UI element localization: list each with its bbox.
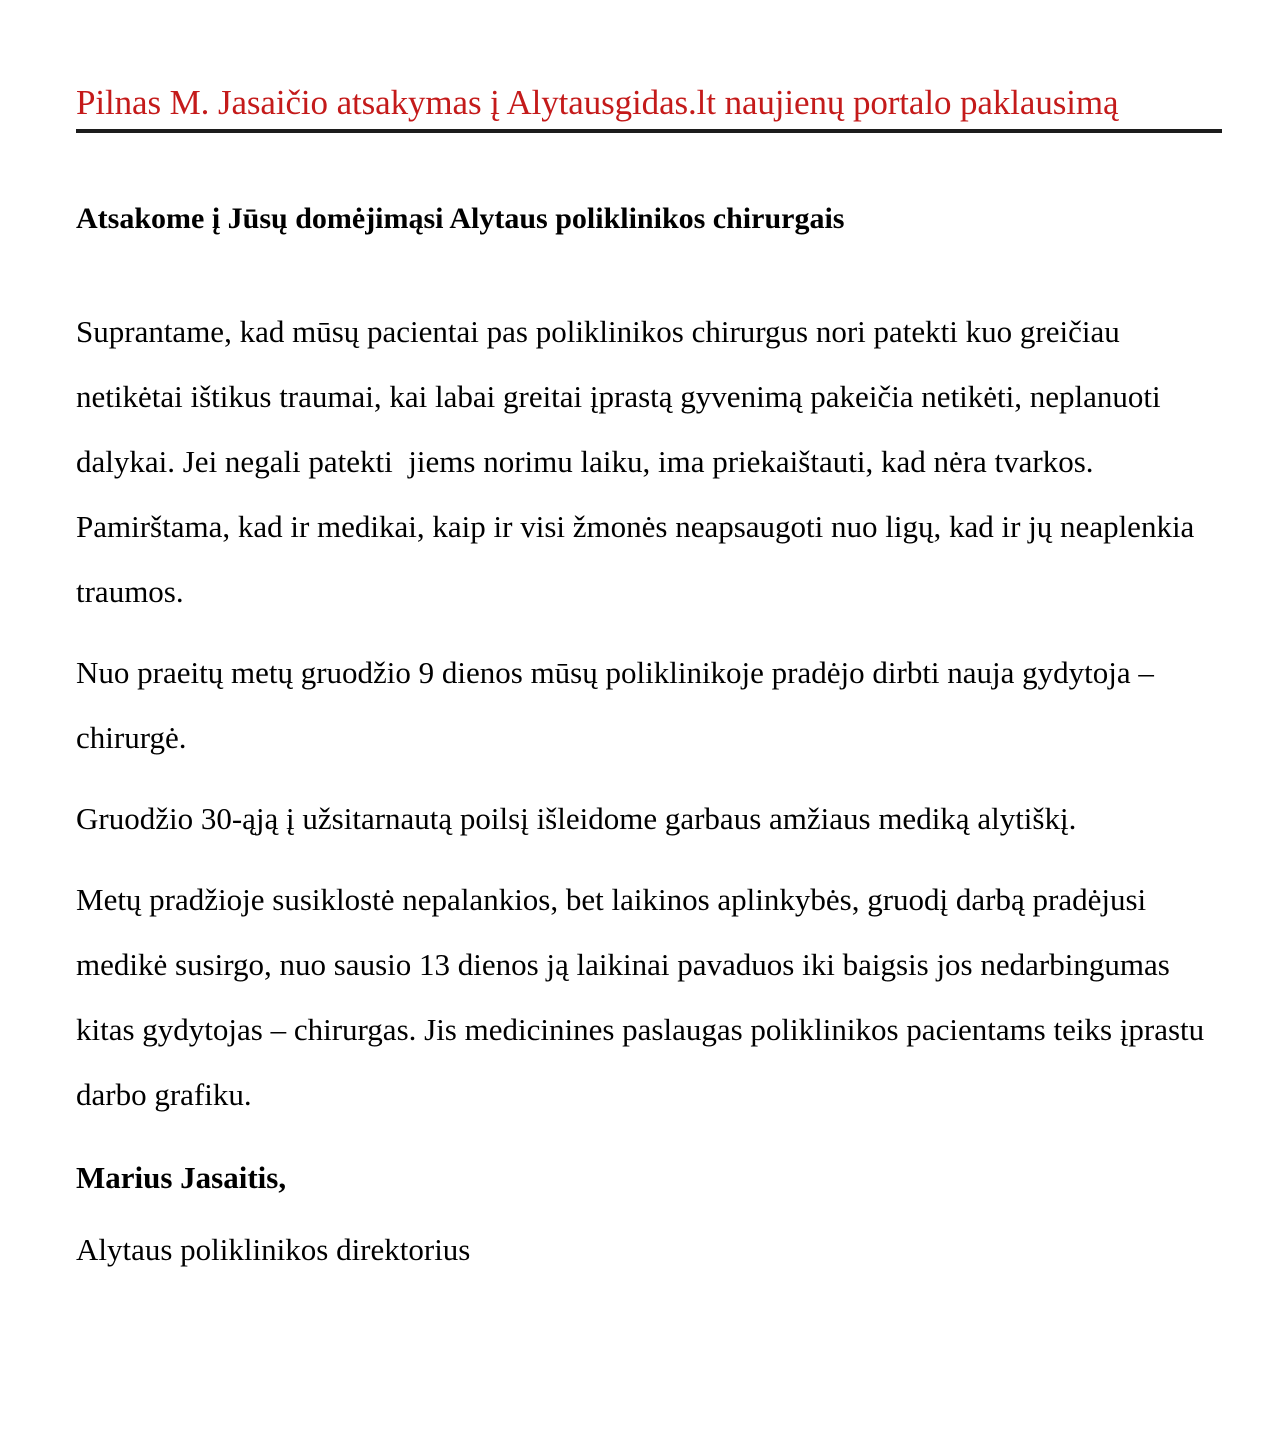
document-subheading: Atsakome į Jūsų domėjimąsi Alytaus poliklinikos chirurgais [76,202,845,236]
signature-name: Marius Jasaitis, [76,1160,287,1196]
body-paragraph-3: Gruodžio 30-ąją į užsitarnautą poilsį išleidome garbaus amžiaus mediką alytiškį. [76,801,1077,837]
page-title: Pilnas M. Jasaičio atsakymas į Alytausgidas.lt naujienų portalo paklausimą [76,83,1119,122]
body-paragraph-4: Metų pradžioje susiklostė nepalankios, bet laikinos aplinkybės, gruodį darbą pradėjusi medikė susirgo, nuo sausio 13 dienos ją laikinai pavaduos iki baigsis jos nedarbingumas kitas gydytojas – chirurgas. Jis medicinines paslaugas poliklinikos pacientams teiks įprastu darbo grafiku. [76,882,1212,1113]
body-paragraph-1: Suprantame, kad mūsų pacientai pas poliklinikos chirurgus nori patekti kuo greičiau netikėtai ištikus traumai, kai labai greitai įprastą gyvenimą pakeičia netikėti, neplanuoti dalykai. Jei negali patekti jiems norimu laiku, ima priekaištauti, kad nėra tvarkos. Pamirštama, kad ir medikai, kaip ir visi žmonės neapsaugoti nuo ligų, kad ir jų neaplenkia traumos. [76,314,1203,610]
body-paragraph-2: Nuo praeitų metų gruodžio 9 dienos mūsų poliklinikoje pradėjo dirbti nauja gydytoja – chirurgė. [76,655,1162,756]
signature-role: Alytaus poliklinikos direktorius [76,1232,471,1268]
document-body [76,237,1212,1279]
